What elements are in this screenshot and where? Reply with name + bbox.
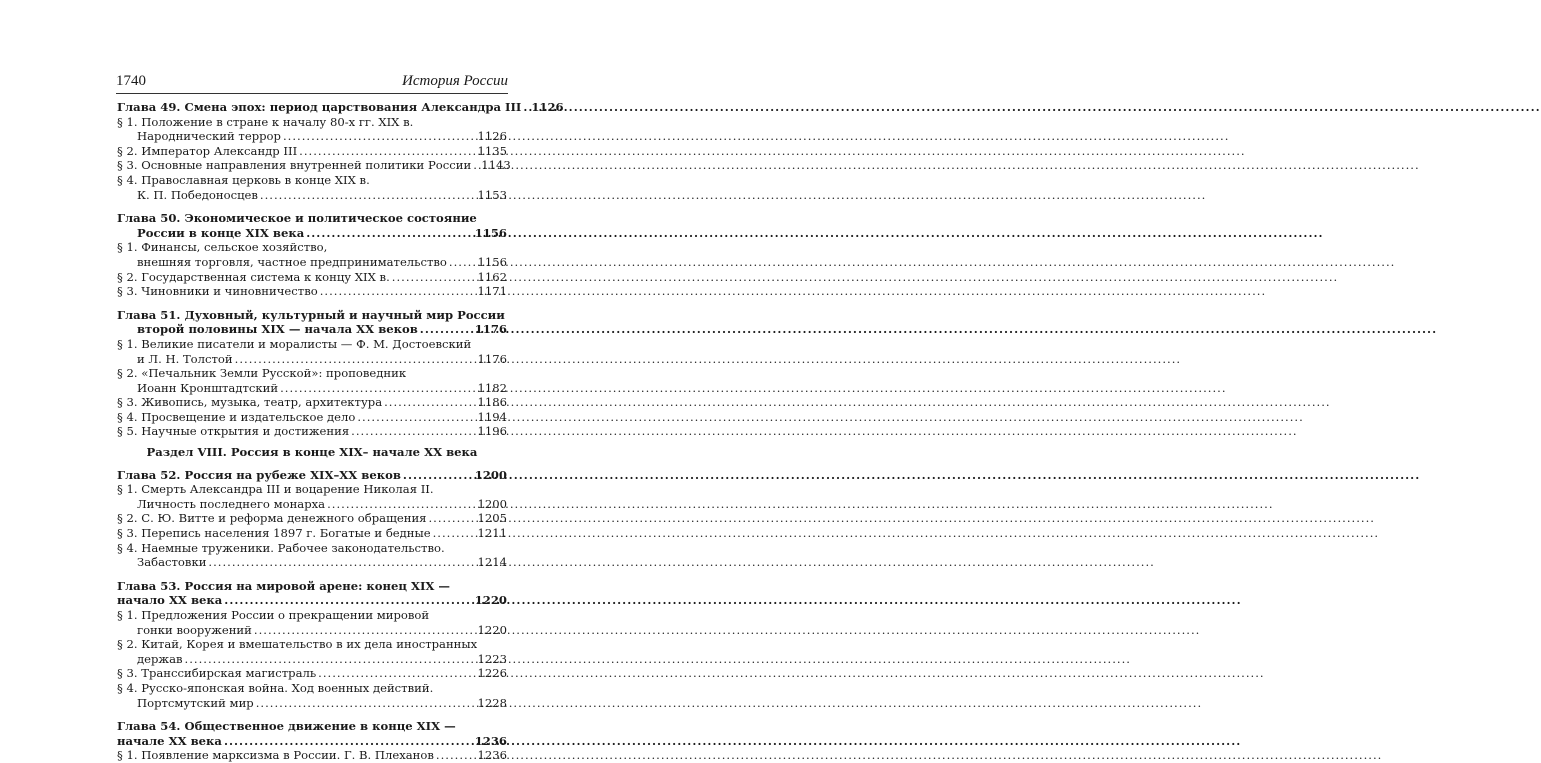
toc-chapter-54-cont: начале XX века ..... 1236 xyxy=(117,734,507,749)
toc-page: 1126 xyxy=(531,100,564,114)
toc-page: 1220 xyxy=(477,622,507,637)
toc-page: 1162 xyxy=(477,269,507,284)
toc-entry: Иоанн Кронштадтский ..... 1182 xyxy=(117,381,507,396)
toc-page: 1186 xyxy=(477,395,507,410)
toc-page: 1236 xyxy=(474,733,507,748)
toc-entry: § 5. Научные открытия и достижения ..... 1196 xyxy=(117,424,507,439)
toc-entry: Личность последнего монарха ..... 1200 xyxy=(117,497,507,512)
book-page xyxy=(0,0,600,763)
toc-entry: и Л. Н. Толстой ..... 1176 xyxy=(117,352,507,367)
toc-entry: § 3. Основные направления внутренней политики России ..... 1143 xyxy=(117,158,507,173)
toc-entry: Портсмутский мир ..... 1228 xyxy=(117,696,507,711)
toc-entry: § 1. Финансы, сельское хозяйство, xyxy=(117,240,328,255)
toc-entry: Забастовки ..... 1214 xyxy=(117,555,507,570)
section-heading: Раздел VIII. Россия в конце XIX– начале XX века xyxy=(146,445,478,460)
toc-chapter-53-cont: начало XX века ..... 1220 xyxy=(117,593,507,608)
toc-page: 1200 xyxy=(474,467,507,482)
toc-entry: § 1. Великие писатели и моралисты — Ф. М. Достоевский xyxy=(117,336,472,351)
toc-entry: § 2. Император Александр III ..... 1135 xyxy=(117,144,507,159)
toc-page: 1156 xyxy=(477,254,507,269)
toc-entry: § 2. «Печальник Земли Русской»: проповедник xyxy=(117,366,407,381)
toc-entry: § 3. Транссибирская магистраль ..... 1226 xyxy=(117,666,507,681)
toc-page: 1153 xyxy=(477,187,507,202)
toc-page: 1135 xyxy=(477,143,507,158)
toc-entry: § 4. Просвещение и издательское дело ..... 1194 xyxy=(117,410,507,425)
toc-entry: Народнический террор ..... 1126 xyxy=(117,129,507,144)
toc-page: 1220 xyxy=(474,593,507,608)
toc-chapter-54: Глава 54. Общественное движение в конце XIX — xyxy=(117,719,456,734)
page-header xyxy=(116,66,508,90)
toc-page: 1171 xyxy=(477,284,507,299)
toc-entry: § 3. Перепись населения 1897 г. Богатые и бедные ..... 1211 xyxy=(117,526,507,541)
toc-entry: § 4. Русско-японская война. Ход военных действий. xyxy=(117,680,434,695)
toc-chapter-50-cont: России в конце XIX века ..... 1156 xyxy=(117,226,507,241)
toc-entry: § 2. Государственная система к концу XIX в. ..... 1162 xyxy=(117,270,507,285)
toc-entry: § 1. Появление марксизма в России. Г. В. Плеханов ..... 1236 xyxy=(117,748,507,763)
toc-chapter-51-cont: второй половины XIX — начала XX веков ..... 1176 xyxy=(117,322,507,337)
toc-page: 1143 xyxy=(481,158,511,173)
toc-page: 1226 xyxy=(477,666,507,681)
running-title: История России xyxy=(402,73,508,89)
toc-entry: § 1. Смерть Александра III и воцарение Николая II. xyxy=(117,482,434,497)
toc-page: 1228 xyxy=(477,695,507,710)
toc-entry: § 4. Наемные труженики. Рабочее законодательство. xyxy=(117,540,445,555)
toc-page: 1126 xyxy=(477,129,507,144)
toc-page: 1156 xyxy=(474,225,507,240)
toc-page: 1205 xyxy=(477,511,507,526)
page-number: 1740 xyxy=(116,73,146,89)
toc-entry: § 1. Предложения России о прекращении мировой xyxy=(117,608,430,622)
header-rule xyxy=(116,93,508,94)
toc-page: 1182 xyxy=(477,380,507,395)
toc-entry: § 2. Китай, Корея и вмешательство в их дела иностранных xyxy=(117,637,478,652)
toc-page: 1236 xyxy=(477,748,507,763)
toc-page: 1194 xyxy=(477,409,507,424)
toc-page: 1196 xyxy=(477,424,507,439)
toc-page: 1176 xyxy=(477,351,507,366)
toc-chapter-53: Глава 53. Россия на мировой арене: конец XIX — xyxy=(117,578,451,593)
toc-entry: гонки вооружений ..... 1220 xyxy=(117,623,507,638)
toc-page: 1211 xyxy=(477,526,507,541)
toc-page: 1223 xyxy=(477,651,507,666)
toc-entry: § 3. Чиновники и чиновничество ..... 1171 xyxy=(117,284,507,299)
toc-page: 1214 xyxy=(477,555,507,570)
toc-chapter-52: Глава 52. Россия на рубеже XIX–XX веков ..... 1200 xyxy=(117,468,507,483)
table-of-contents xyxy=(117,100,564,763)
toc-chapter-49: Глава 49. Смена эпох: период царствования Александра III ..... 1126 xyxy=(117,100,507,115)
toc-entry: § 3. Живопись, музыка, театр, архитектура ..... 1186 xyxy=(117,395,507,410)
toc-chapter-50: Глава 50. Экономическое и политическое состояние xyxy=(117,211,477,226)
toc-entry: держав ..... 1223 xyxy=(117,652,507,667)
toc-entry: К. П. Победоносцев ..... 1153 xyxy=(117,188,507,203)
toc-page: 1200 xyxy=(477,496,507,511)
toc-entry: § 4. Православная церковь в конце XIX в. xyxy=(117,172,370,187)
toc-page: 1176 xyxy=(474,322,507,337)
toc-chapter-51: Глава 51. Духовный, культурный и научный мир России xyxy=(117,307,505,322)
toc-entry: § 2. С. Ю. Витте и реформа денежного обращения ..... 1205 xyxy=(117,511,507,526)
toc-entry: § 1. Положение в стране к началу 80-х гг. XIX в. xyxy=(117,114,414,129)
toc-entry: внешняя торговля, частное предпринимательство ..... 1156 xyxy=(117,255,507,270)
